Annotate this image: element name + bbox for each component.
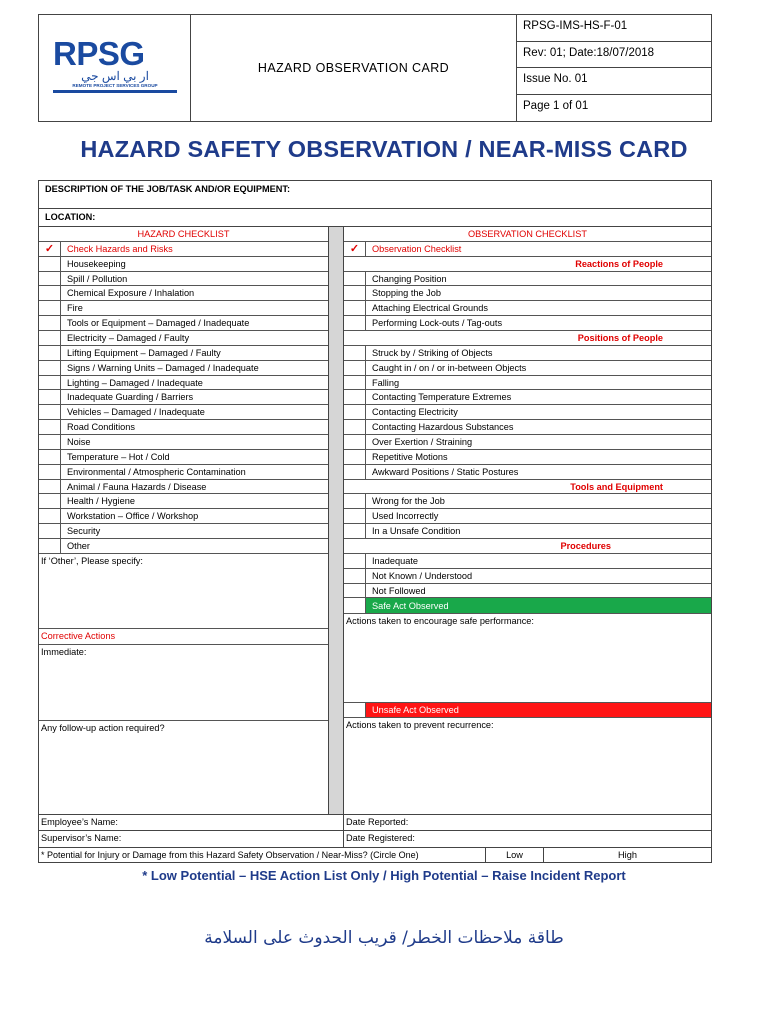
company-logo: [53, 37, 177, 99]
procedure-label: Not Known / Understood: [372, 570, 473, 581]
tool-checkbox[interactable]: [344, 509, 366, 523]
hazard-item[interactable]: [39, 361, 328, 376]
hazard-checkbox[interactable]: [39, 286, 61, 300]
procedure-label: Inadequate: [372, 555, 418, 566]
hazard-item[interactable]: [39, 509, 328, 524]
issue-number: Issue No. 01: [517, 68, 711, 95]
reaction-item[interactable]: [344, 272, 711, 287]
hazard-checkbox[interactable]: [39, 405, 61, 419]
hazard-item[interactable]: [39, 465, 328, 480]
hazard-label: Lifting Equipment – Damaged / Faulty: [67, 347, 221, 358]
logo-underline: [53, 90, 177, 93]
hazard-checkbox[interactable]: [39, 435, 61, 449]
tool-label: Wrong for the Job: [372, 496, 445, 507]
hazard-label: Environmental / Atmospheric Contamination: [67, 466, 246, 477]
reaction-label: Attaching Electrical Grounds: [372, 303, 488, 314]
arabic-title: طاقة ملاحظات الخطر/ قريب الحدوث على السلامة: [204, 928, 564, 948]
checkmark-icon: ✓: [39, 242, 61, 256]
hazard-item[interactable]: [39, 316, 328, 331]
safe-actions-field[interactable]: Actions taken to encourage safe performance:: [344, 614, 711, 703]
hazard-checklist-heading: HAZARD CHECKLIST: [39, 227, 328, 242]
position-item[interactable]: [344, 405, 711, 420]
hazard-checkbox[interactable]: [39, 272, 61, 286]
procedures-list: [344, 554, 711, 599]
position-label: Awkward Positions / Static Postures: [372, 466, 519, 477]
position-checkbox[interactable]: [344, 346, 366, 360]
position-item[interactable]: [344, 450, 711, 465]
hazard-checkbox[interactable]: [39, 494, 61, 508]
hazard-checkbox[interactable]: [39, 450, 61, 464]
hazard-checkbox[interactable]: [39, 361, 61, 375]
logo-subtitle: REMOTE PROJECT SERVICES GROUP: [72, 83, 158, 88]
hazard-label: Inadequate Guarding / Barriers: [67, 392, 194, 403]
hazard-item[interactable]: [39, 286, 328, 301]
corrective-actions-heading: Corrective Actions: [39, 629, 328, 645]
tool-item[interactable]: [344, 509, 711, 524]
observation-checklist: [344, 227, 711, 730]
position-checkbox[interactable]: [344, 405, 366, 419]
procedure-label: Not Followed: [372, 585, 426, 596]
position-item[interactable]: [344, 390, 711, 405]
hazard-item[interactable]: [39, 301, 328, 316]
reaction-checkbox[interactable]: [344, 301, 366, 315]
logo-arabic: ار بي اس جي: [81, 69, 149, 83]
employee-row: [39, 814, 711, 830]
hazard-label: Tools or Equipment – Damaged / Inadequate: [67, 318, 250, 329]
positions-list: [344, 346, 711, 480]
location-row[interactable]: [39, 209, 711, 227]
hazard-label: Animal / Fauna Hazards / Disease: [67, 481, 207, 492]
hazard-checkbox[interactable]: [39, 480, 61, 494]
position-label: Over Exertion / Straining: [372, 436, 473, 447]
hazard-label: Housekeeping: [67, 258, 126, 269]
position-label: Repetitive Motions: [372, 451, 448, 462]
hazard-checkbox[interactable]: [39, 257, 61, 271]
safe-act-label: Safe Act Observed: [372, 600, 449, 611]
position-checkbox[interactable]: [344, 465, 366, 479]
hazard-item[interactable]: [39, 405, 328, 420]
hazard-checkbox[interactable]: [39, 465, 61, 479]
page-number: Page 1 of 01: [523, 99, 589, 112]
position-checkbox[interactable]: [344, 420, 366, 434]
hazard-label: Lighting – Damaged / Inadequate: [67, 377, 203, 388]
position-label: Contacting Electricity: [372, 407, 458, 418]
hazard-item[interactable]: [39, 390, 328, 405]
hazard-item[interactable]: [39, 376, 328, 391]
hazard-label: Security: [67, 526, 101, 537]
hazard-label: Road Conditions: [67, 422, 135, 433]
tool-checkbox[interactable]: [344, 494, 366, 508]
position-item[interactable]: [344, 435, 711, 450]
procedure-checkbox[interactable]: [344, 584, 366, 598]
tools-list: [344, 494, 711, 539]
date-reported-field[interactable]: Date Reported:: [346, 817, 409, 827]
position-label: Contacting Temperature Extremes: [372, 392, 512, 403]
reactions-heading: Reactions of People: [344, 257, 711, 272]
reaction-checkbox[interactable]: [344, 316, 366, 330]
hazard-checkbox[interactable]: [39, 331, 61, 345]
hazard-label: Workstation – Office / Workshop: [67, 511, 199, 522]
reaction-item[interactable]: [344, 301, 711, 316]
hazard-label: Spill / Pollution: [67, 273, 128, 284]
hazard-checkbox[interactable]: [39, 524, 61, 538]
observation-form: [38, 180, 712, 863]
description-label: DESCRIPTION OF THE JOB/TASK AND/OR EQUIPMENT:: [45, 184, 291, 194]
position-item[interactable]: [344, 376, 711, 391]
prevent-recurrence-field[interactable]: Actions taken to prevent recurrence:: [346, 720, 494, 731]
reaction-label: Performing Lock-outs / Tag-outs: [372, 318, 503, 329]
procedure-item[interactable]: [344, 554, 711, 569]
observation-checklist-heading: OBSERVATION CHECKLIST: [344, 227, 711, 242]
hazard-item[interactable]: [39, 257, 328, 272]
doc-code: RPSG-IMS-HS-F-01: [517, 15, 711, 42]
hazard-item[interactable]: [39, 435, 328, 450]
position-label: Contacting Hazardous Substances: [372, 422, 514, 433]
description-row[interactable]: [39, 181, 711, 209]
hazard-item[interactable]: [39, 420, 328, 435]
potential-row: [39, 847, 711, 863]
hazard-item[interactable]: [39, 346, 328, 361]
immediate-action-field[interactable]: Immediate:: [39, 645, 328, 721]
position-label: Falling: [372, 377, 400, 388]
tool-label: In a Unsafe Condition: [372, 526, 461, 537]
logo-cell: [39, 15, 191, 121]
position-label: Caught in / on / or in-between Objects: [372, 362, 527, 373]
high-option[interactable]: High: [618, 850, 637, 860]
card-title: HAZARD OBSERVATION CARD: [191, 15, 517, 121]
position-checkbox[interactable]: [344, 390, 366, 404]
observation-check-label: Observation Checklist: [372, 243, 462, 254]
hazard-checkbox[interactable]: [39, 316, 61, 330]
hazard-item[interactable]: [39, 450, 328, 465]
reaction-label: Changing Position: [372, 273, 447, 284]
hazard-label: Fire: [67, 303, 83, 314]
hazard-label: Temperature – Hot / Cold: [67, 451, 170, 462]
reactions-list: [344, 272, 711, 331]
hazard-label: Chemical Exposure / Inhalation: [67, 288, 195, 299]
column-divider: [328, 227, 344, 814]
position-label: Struck by / Striking of Objects: [372, 347, 493, 358]
observation-check-header: [344, 242, 711, 257]
reaction-item[interactable]: [344, 316, 711, 331]
hazard-item[interactable]: [39, 272, 328, 287]
procedure-item[interactable]: [344, 584, 711, 599]
procedure-item[interactable]: [344, 569, 711, 584]
position-checkbox[interactable]: [344, 376, 366, 390]
hazard-checkbox[interactable]: [39, 376, 61, 390]
position-item[interactable]: [344, 361, 711, 376]
reaction-item[interactable]: [344, 286, 711, 301]
position-checkbox[interactable]: [344, 361, 366, 375]
location-label: LOCATION:: [45, 212, 96, 222]
tool-label: Used Incorrectly: [372, 511, 439, 522]
hazard-checkbox[interactable]: [39, 539, 61, 553]
hazard-label: Signs / Warning Units – Damaged / Inadequate: [67, 362, 259, 373]
supervisor-name-field[interactable]: Supervisor’s Name:: [39, 831, 344, 847]
low-option[interactable]: Low: [486, 848, 544, 863]
hazard-item[interactable]: [39, 539, 328, 554]
tool-item[interactable]: [344, 494, 711, 509]
hazard-item[interactable]: [39, 331, 328, 346]
unsafe-act-checkbox[interactable]: [344, 703, 366, 717]
reaction-checkbox[interactable]: [344, 272, 366, 286]
hazard-item-list: [39, 257, 328, 554]
potential-question: * Potential for Injury or Damage from this Hazard Safety Observation / Near-Miss? (Circle One): [39, 848, 486, 863]
hazard-checkbox[interactable]: [39, 346, 61, 360]
positions-heading: Positions of People: [344, 331, 711, 346]
procedure-checkbox[interactable]: [344, 554, 366, 568]
position-item[interactable]: [344, 346, 711, 361]
hazard-checkbox[interactable]: [39, 509, 61, 523]
document-meta: [517, 15, 711, 121]
hazard-check-header: [39, 242, 328, 257]
supervisor-row: [39, 830, 711, 847]
procedure-checkbox[interactable]: [344, 569, 366, 583]
tool-item[interactable]: [344, 524, 711, 539]
hazard-checkbox[interactable]: [39, 420, 61, 434]
hazard-checklist: [39, 227, 328, 733]
hazard-item[interactable]: [39, 524, 328, 539]
hazard-item[interactable]: [39, 494, 328, 509]
other-specify-field[interactable]: If ‘Other’, Please specify:: [39, 554, 328, 629]
position-item[interactable]: [344, 465, 711, 480]
procedures-heading: Procedures: [344, 539, 711, 554]
hazard-label: Other: [67, 540, 90, 551]
tools-heading: Tools and Equipment: [344, 480, 711, 495]
employee-name-field[interactable]: Employee’s Name:: [39, 815, 344, 830]
page-title: HAZARD SAFETY OBSERVATION / NEAR-MISS CARD: [80, 136, 688, 162]
safe-act-checkbox[interactable]: [344, 598, 366, 613]
revision: Rev: 01; Date:18/07/2018: [517, 42, 711, 69]
potential-note: * Low Potential – HSE Action List Only / High Potential – Raise Incident Report: [142, 868, 626, 883]
hazard-checkbox[interactable]: [39, 301, 61, 315]
position-checkbox[interactable]: [344, 450, 366, 464]
hazard-label: Vehicles – Damaged / Inadequate: [67, 407, 205, 418]
hazard-label: Health / Hygiene: [67, 496, 135, 507]
hazard-item[interactable]: [39, 480, 328, 495]
position-checkbox[interactable]: [344, 435, 366, 449]
safe-act-observed-row[interactable]: [344, 598, 711, 614]
unsafe-act-label: Unsafe Act Observed: [372, 705, 459, 716]
hazard-check-label: Check Hazards and Risks: [67, 243, 173, 254]
date-registered-field[interactable]: Date Registered:: [346, 833, 415, 843]
hazard-label: Electricity – Damaged / Faulty: [67, 332, 190, 343]
checkmark-icon: ✓: [344, 242, 366, 256]
followup-action-field[interactable]: Any follow-up action required?: [41, 723, 165, 733]
logo-text: RPSG: [53, 35, 145, 72]
position-item[interactable]: [344, 420, 711, 435]
hazard-label: Noise: [67, 436, 91, 447]
document-header: [38, 14, 712, 122]
reaction-checkbox[interactable]: [344, 286, 366, 300]
tool-checkbox[interactable]: [344, 524, 366, 538]
reaction-label: Stopping the Job: [372, 288, 441, 299]
hazard-checkbox[interactable]: [39, 390, 61, 404]
unsafe-act-observed-row[interactable]: [344, 703, 711, 718]
